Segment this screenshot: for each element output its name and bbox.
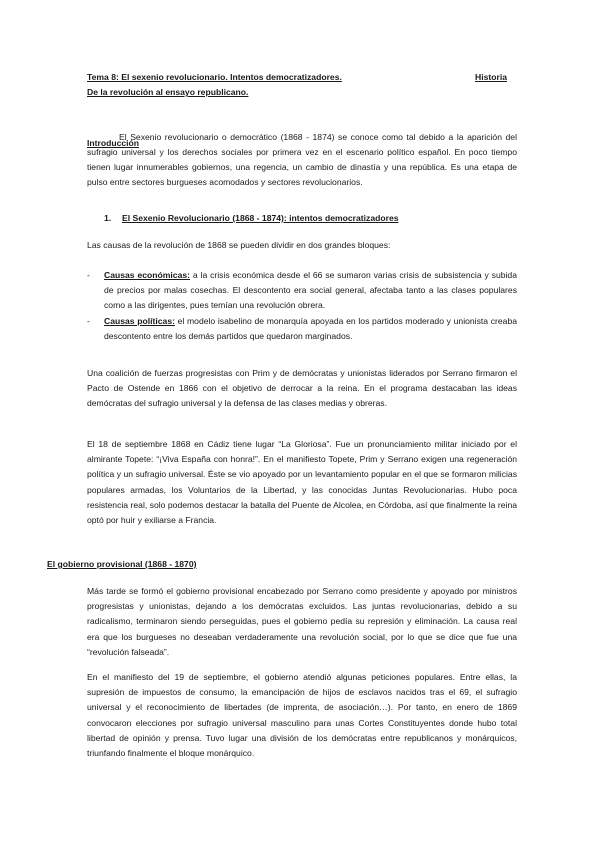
- cause-political: [87, 314, 517, 344]
- intro-paragraph-text: El Sexenio revolucionario o democrático (1868 - 1874) se conoce como tal debido a la aparición del sufragio universal y los derechos sociales por primera vez en el escenario político español. En poco tiempo tienen lugar innumerables gobiernos, una regencia, un cambio de dinastía y una república. Es una etapa de pulso entre sectores burgueses acomodados y sectores revolucionarios.: [87, 131, 517, 188]
- cause-text: el modelo isabelino de monarquía apoyada en los partidos moderado y unionista creaba descontento entre los demás partidos que quedaron marginados.: [104, 315, 517, 341]
- section-1-title: El Sexenio Revolucionario (1868 - 1874): intentos democratizadores: [122, 213, 399, 223]
- document-header: [87, 70, 507, 100]
- list-dash: -: [87, 270, 90, 280]
- section-1-number: 1.: [104, 213, 112, 223]
- provisional-paragraph-1: Más tarde se formó el gobierno provisional encabezado por Serrano como presidente y apoyado por ministros progresistas y unionistas, dejando a los demócratas excluidos. Las juntas revolucionarias, debido a su radicalismo, terminaron siendo perseguidas, pues el gobierno pedía su represión y eliminación. La causa real era que los burgueses no deseaban verdaderamente una revolución social, por lo que se dice que fue una “revolución falseada”.: [87, 586, 517, 657]
- cause-label: Causas políticas:: [104, 315, 175, 326]
- topic-title: Tema 8: El sexenio revolucionario. Intentos democratizadores.: [87, 72, 342, 82]
- section-2-heading: El gobierno provisional (1868 - 1870): [47, 559, 197, 569]
- intro-heading: Introducción: [87, 138, 140, 148]
- topic-subtitle: De la revolución al ensayo republicano.: [87, 87, 249, 98]
- subject-label: Historia: [475, 72, 507, 82]
- cause-label: Causas económicas:: [104, 270, 190, 280]
- coalition-paragraph: Una coalición de fuerzas progresistas con Prim y de demócratas y unionistas liderados por Serrano firmaron el Pacto de Ostende en 1866 con el objetivo de derrocar a la reina. En el programa destacaban las ideas demócratas del sufragio universal y la defensa de las clases medias y obreras.: [87, 368, 517, 409]
- cause-text: a la crisis económica desde el 66 se sumaron varias crisis de subsistencia y subida de precios por malas cosechas. El descontento era social general, afectaba tanto a las clases populares como a las dirigentes, pues temían una revolución obrera.: [104, 270, 517, 311]
- section-1-heading: [104, 211, 399, 226]
- gloriosa-paragraph: El 18 de septiembre 1868 en Cádiz tiene lugar “La Gloriosa”. Fue un pronunciamiento militar iniciado por el almirante Topete: “¡Viva España con honra!”. En el manifiesto Topete, Prim y Serrano exigen una regeneración política y un sufragio universal. Éste se vio apoyado por un levantamiento popular en el que se formaron milicias populares armadas, los Voluntarios de la Libertad, y las conocidas Juntas Revolucionarias. Hubo poca resistencia real, solo podemos destacar la batalla del Puente de Alcolea, en Córdoba, así que finalmente la reina optó por huir y exiliarse a Francia.: [87, 439, 517, 526]
- causes-list: [87, 268, 517, 344]
- list-dash: -: [87, 315, 90, 326]
- cause-economic: [87, 268, 517, 314]
- provisional-paragraph-2: En el manifiesto del 19 de septiembre, el gobierno atendió algunas peticiones populares. Entre ellas, la supresión de impuestos de consumo, la emancipación de hijos de esclavos nacidos tras el 69, el sufragio universal y el reconocimiento de libertades (de imprenta, de asociación…). Por tanto, en enero de 1869 convocaron elecciones por sufragio universal masculino para unas Cortes Constituyentes donde hubo total libertad de opinión y prensa. Tuvo lugar una división de los demócratas entre republicanos y monárquicos, triunfando finalmente el bloque monárquico.: [87, 672, 517, 759]
- causes-intro: Las causas de la revolución de 1868 se pueden dividir en dos grandes bloques:: [87, 240, 391, 250]
